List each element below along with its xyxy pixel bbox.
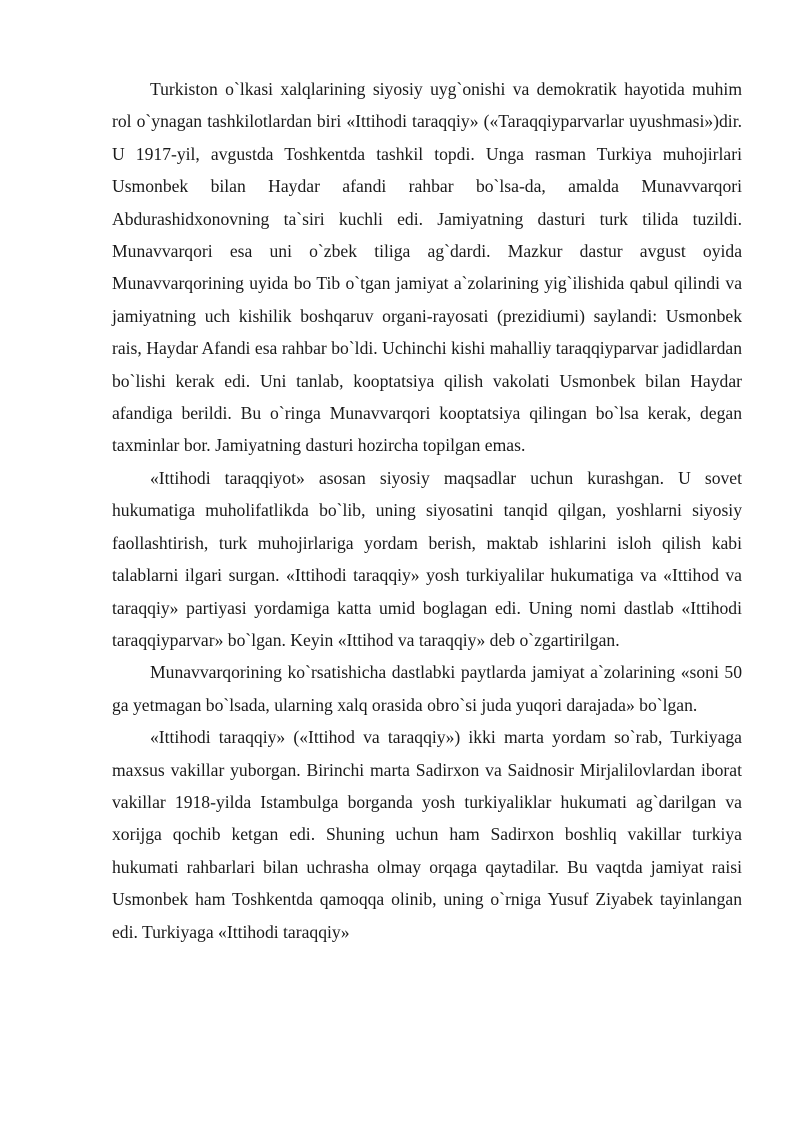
paragraph-2: «Ittihodi taraqqiyot» asosan siyosiy maqsadlar uchun kurashgan. U sovet hukumatiga muholifatlikda bo`lib, uning siyosatini tanqid qilgan, yoshlarni siyosiy faollashtirish, turk muhojirlariga yordam berish, maktab ishlarini isloh qilish kabi talablarni ilgari surgan. «Ittihodi taraqqiy» yosh turkiyalilar hukumatiga va «Ittihod va taraqqiy» partiyasi yordamiga katta umid boglagan edi. Uning nomi dastlab «Ittihodi taraqqiyparvar» bo`lgan. Keyin «Ittihod va taraqqiy» deb o`zgartirilgan. [112, 467, 742, 650]
paragraph-1: Turkiston o`lkasi xalqlarining siyosiy uyg`onishi va demokratik hayotida muhim rol o`ynagan tashkilotlardan biri «Ittihodi taraqqiy» («Taraqqiyparvarlar uyushmasi»)dir. U 1917-yil, avgustda Toshkentda tashkil topdi. Unga rasman Turkiya muhojirlari Usmonbek bilan Haydar afandi rahbar bo`lsa-da, amalda Munavvarqori Abdurashidxonovning ta`siri kuchli edi. Jamiyatning dasturi turk tilida tuzildi. Munavvarqori esa uni o`zbek tiliga ag`dardi. Mazkur dastur avgust oyida Munavvarqorining uyida bo Tib o`tgan jamiyat a`zolarining yig`ilishida qabul qilindi va jamiyatning uch kishilik boshqaruv organi-rayosati (prezidiumi) saylandi: Usmonbek rais, Haydar Afandi esa rahbar bo`ldi. Uchinchi kishi mahalliy taraqqiyparvar jadidlardan bo`lishi kerak edi. Uni tanlab, kooptatsiya qilish vakolati Usmonbek bilan Haydar afandiga berildi. Bu o`ringa Munavvarqori kooptatsiya qilingan bo`lsa kerak, degan taxminlar bor. Jamiyatning dasturi hozircha topilgan emas. [112, 79, 742, 456]
paragraph-4: «Ittihodi taraqqiy» («Ittihod va taraqqiy») ikki marta yordam so`rab, Turkiyaga maxsus vakillar yuborgan. Birinchi marta Sadirxon va Saidnosir Mirjalilovlardan iborat vakillar 1918-yilda Istambulga borganda yosh turkiyaliklar hukumati ag`darilgan va xorijga qochib ketgan edi. Shuning uchun ham Sadirxon boshliq vakillar turkiya hukumati rahbarlari bilan uchrasha olmay orqaga qaytadilar. Bu vaqtda jamiyat raisi Usmonbek ham Toshkentda qamoqqa olinib, uning o`rniga Yusuf Ziyabek tayinlangan edi. Turkiyaga «Ittihodi taraqqiy» [112, 727, 742, 942]
document-page [112, 73, 742, 948]
paragraph-3: Munavvarqorining ko`rsatishicha dastlabki paytlarda jamiyat a`zolarining «soni 50 ga yetmagan bo`lsada, ularning xalq orasida obro`si juda yuqori darajada» bo`lgan. [112, 662, 742, 715]
